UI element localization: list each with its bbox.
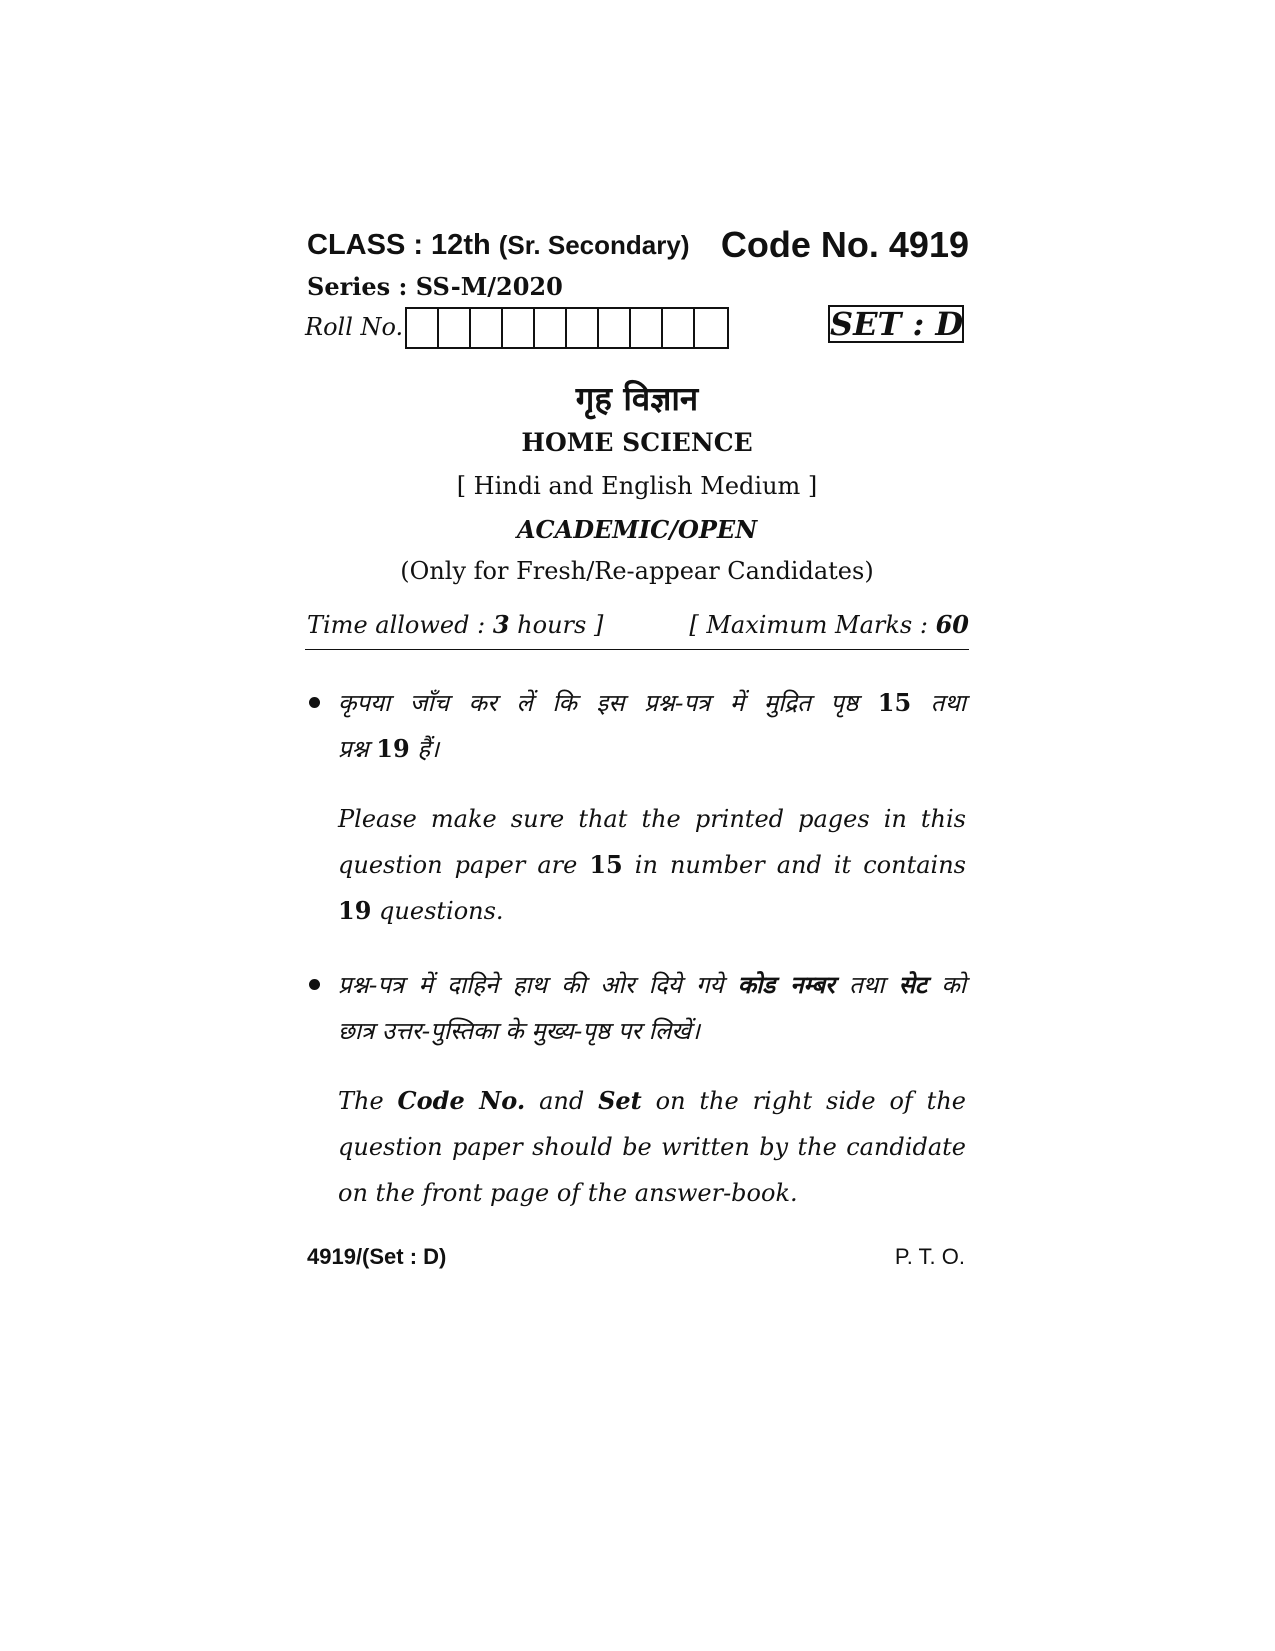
roll-no-box[interactable] (407, 309, 439, 347)
candidates-label: (Only for Fresh/Re-appear Candidates) (400, 557, 874, 585)
divider-rule (305, 649, 969, 650)
class-name: CLASS : 12th (307, 229, 491, 261)
text: in number and it contains (634, 851, 966, 879)
text: प्रश्न (338, 735, 369, 763)
series-label: Series : SS-M/2020 (307, 272, 563, 301)
set-emphasis: सेट (898, 971, 928, 999)
instruction-1-english-line-1: Please make sure that the printed pages in this (338, 805, 966, 833)
instruction-2-english-line-2: question paper should be written by the candidate (338, 1133, 966, 1161)
instruction-1-english-line-2 (338, 842, 966, 888)
text: on the right side of the (655, 1087, 966, 1115)
class-detail: (Sr. Secondary) (498, 230, 690, 260)
instruction-1-hindi-line-1 (338, 680, 966, 726)
text: question paper are (338, 851, 578, 879)
subject-title-english: HOME SCIENCE (521, 428, 753, 457)
text: and (539, 1087, 585, 1115)
bullet-icon (309, 697, 320, 708)
roll-no-box[interactable] (695, 309, 727, 347)
text: The (338, 1087, 384, 1115)
roll-no-boxes[interactable] (405, 307, 729, 349)
time-suffix: hours ] (509, 611, 604, 639)
code-number-emphasis: Code No. (397, 1086, 526, 1115)
instruction-1-english-line-3 (338, 888, 966, 934)
roll-no-label: Roll No. (305, 313, 404, 341)
set-emphasis: Set (598, 1086, 642, 1115)
question-count: 19 (376, 734, 410, 763)
marks-value: 60 (935, 610, 969, 639)
maximum-marks (689, 610, 969, 639)
roll-no-box[interactable] (471, 309, 503, 347)
roll-no-box[interactable] (567, 309, 599, 347)
text: हैं। (417, 735, 440, 763)
time-prefix: Time allowed : (307, 611, 493, 639)
roll-no-box[interactable] (631, 309, 663, 347)
subject-title-hindi: गृह विज्ञान (575, 379, 699, 418)
set-badge: SET : D (830, 305, 964, 343)
text: कृपया जाँच कर लें कि इस प्रश्न-पत्र में मुद्रित पृष्ठ (338, 689, 859, 717)
page-count: 15 (877, 688, 912, 717)
class-label (307, 229, 689, 262)
roll-no-box[interactable] (535, 309, 567, 347)
stream-label: ACADEMIC/OPEN (516, 515, 758, 544)
text: प्रश्न-पत्र में दाहिने हाथ की ओर दिये गये (338, 971, 724, 999)
footer-pto: P. T. O. (894, 1244, 965, 1269)
question-count: 19 (338, 896, 372, 925)
instruction-2-english-line-1 (338, 1078, 966, 1124)
instruction-2-hindi-line-1 (338, 962, 966, 1008)
code-number: Code No. 4919 (720, 224, 969, 265)
medium-label: [ Hindi and English Medium ] (456, 472, 818, 500)
bullet-icon (309, 979, 320, 990)
instruction-2-hindi-line-2: छात्र उत्तर-पुस्तिका के मुख्य-पृष्ठ पर लिखें। (338, 1017, 700, 1045)
marks-prefix: [ Maximum Marks : (689, 611, 936, 639)
page-count: 15 (589, 850, 623, 879)
instruction-1-hindi-line-2 (338, 726, 966, 772)
roll-no-box[interactable] (599, 309, 631, 347)
roll-no-box[interactable] (439, 309, 471, 347)
time-allowed (307, 610, 603, 639)
time-value: 3 (492, 610, 510, 639)
instruction-2-english-line-3: on the front page of the answer-book. (338, 1179, 798, 1207)
text: को (941, 971, 966, 999)
text: तथा (849, 971, 885, 999)
text: तथा (930, 689, 966, 717)
roll-no-box[interactable] (503, 309, 535, 347)
code-number-emphasis: कोड नम्बर (737, 971, 835, 999)
roll-no-box[interactable] (663, 309, 695, 347)
text: questions. (379, 897, 504, 925)
footer-code: 4919/(Set : D) (307, 1244, 447, 1269)
